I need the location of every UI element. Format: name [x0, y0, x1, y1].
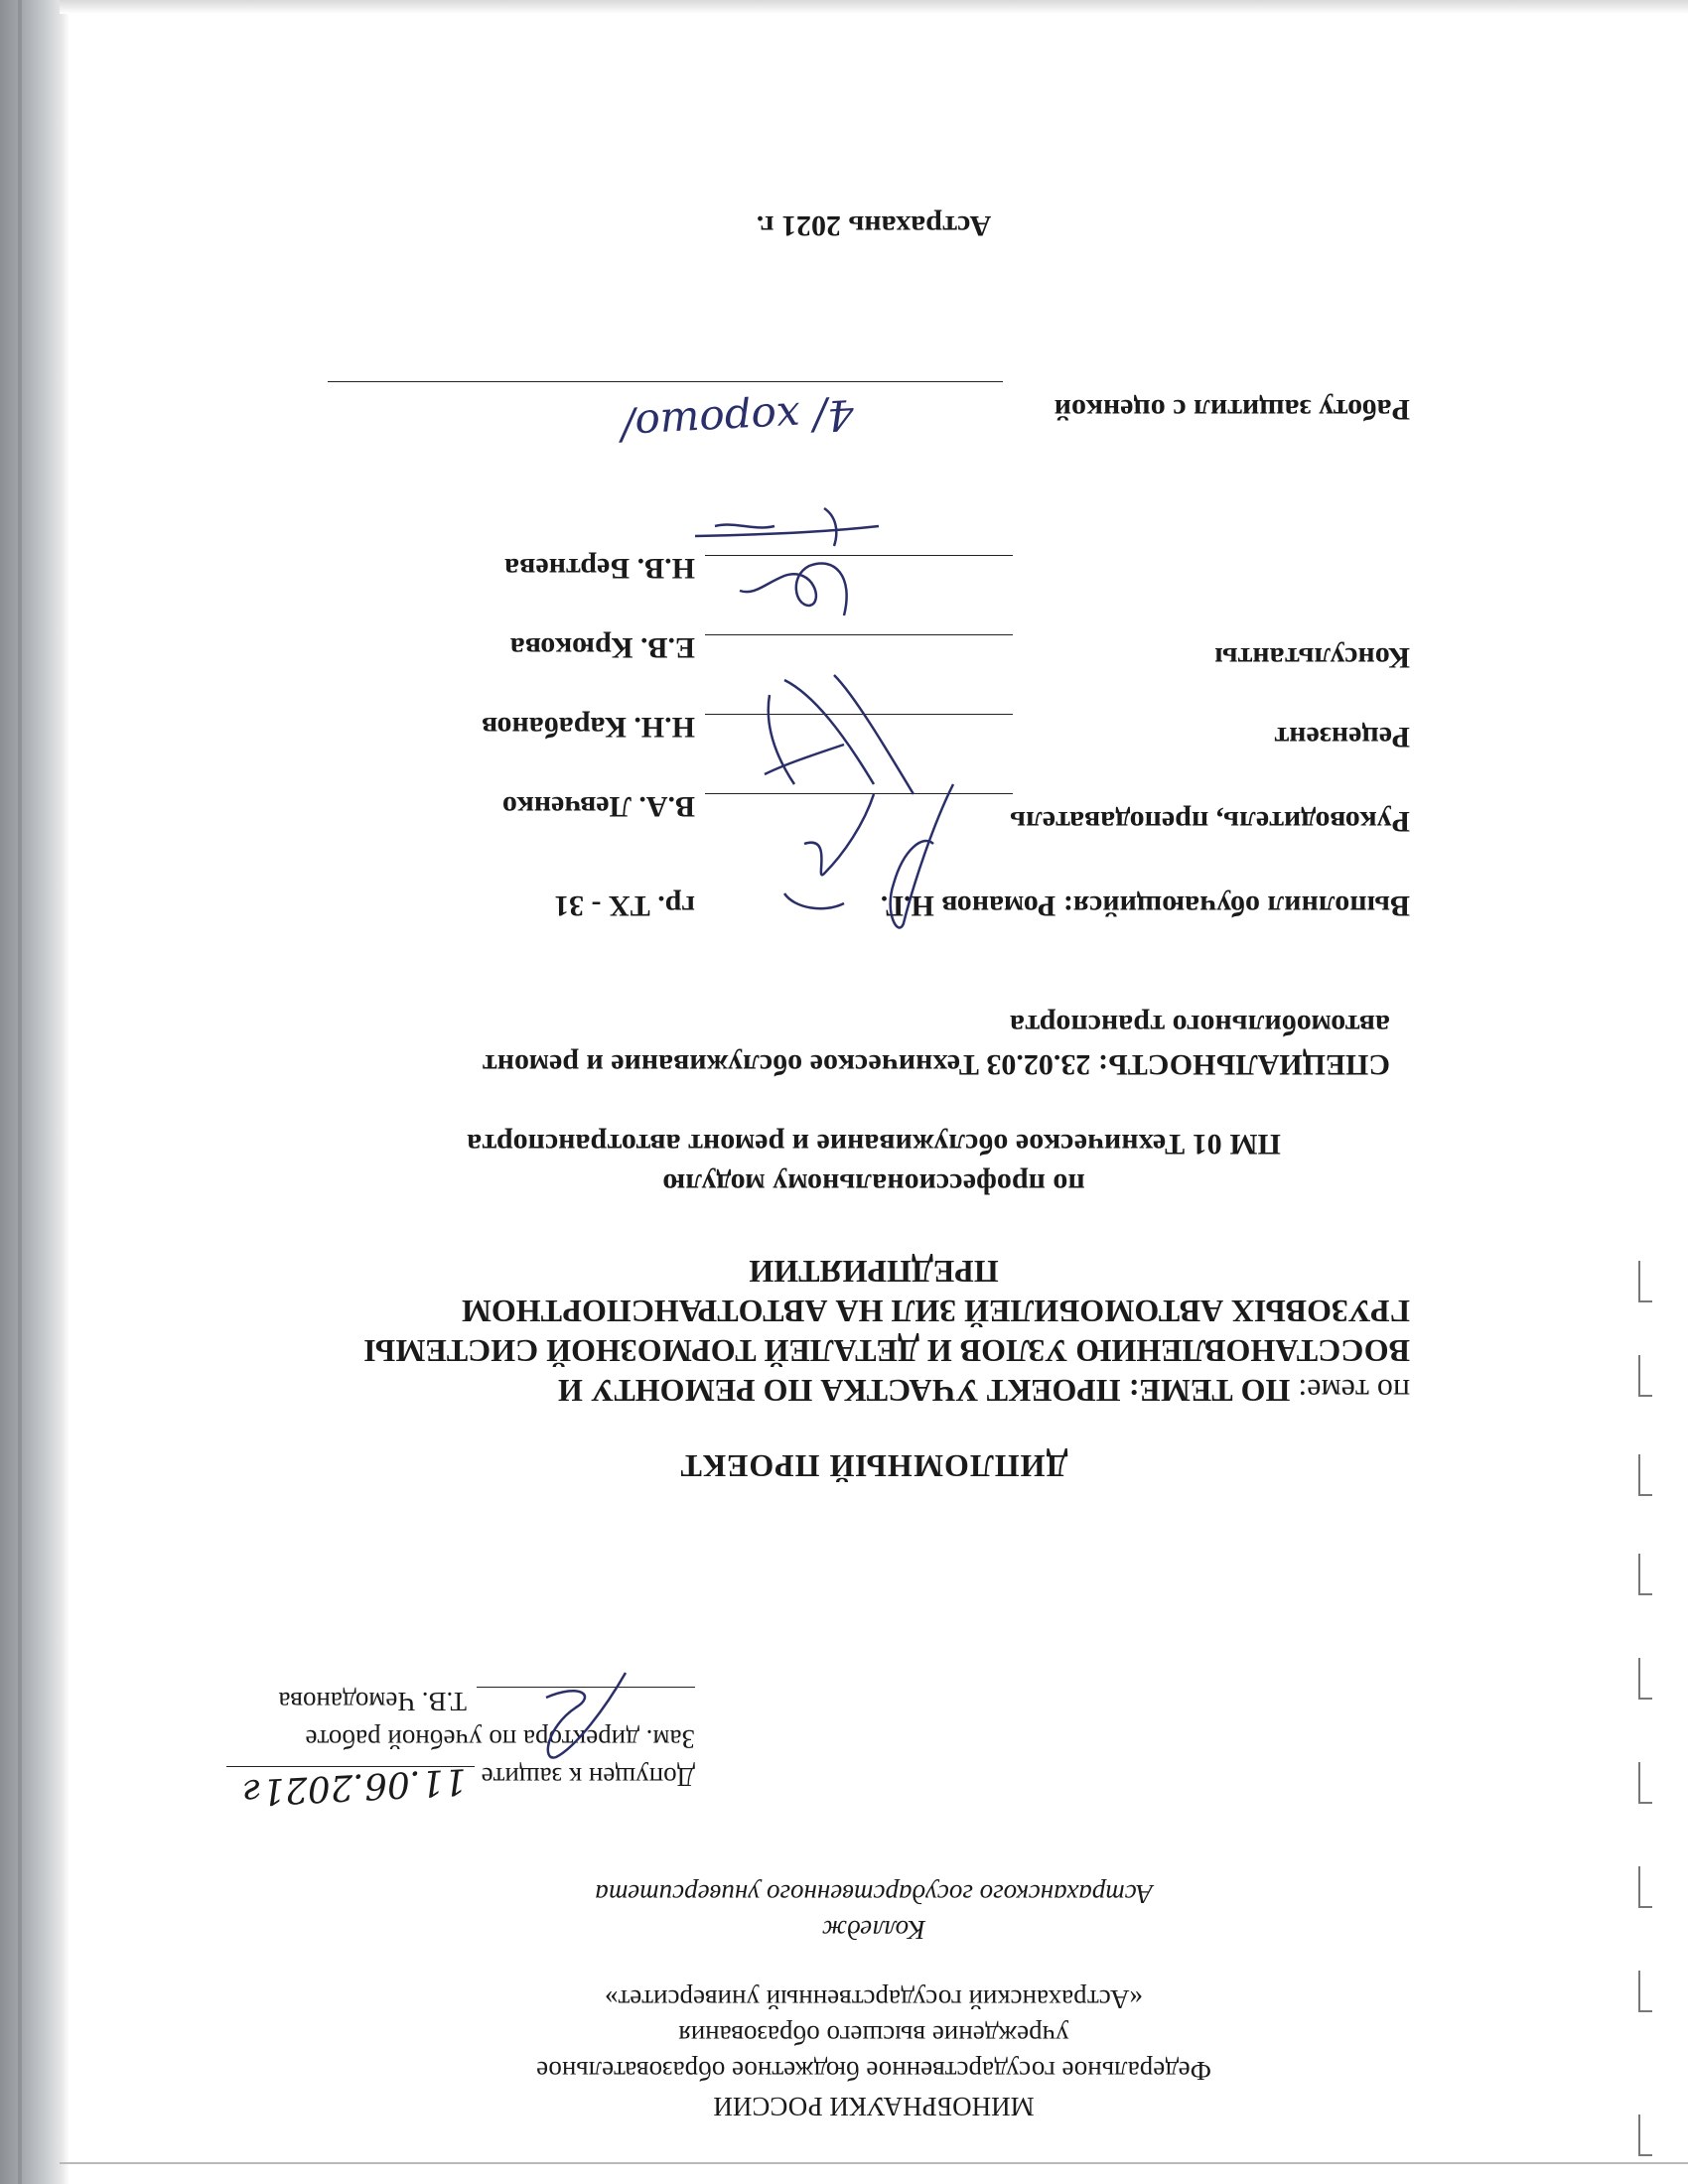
reviewer-name: Н.Н. Карабанов: [482, 711, 695, 744]
theme-title-1: ПО ТЕМЕ: ПРОЕКТ УЧАСТКА ПО РЕМОНТУ И: [558, 1373, 1291, 1409]
grade-line: [328, 381, 1003, 382]
admitted-label: Допущен к защите: [481, 1762, 695, 1792]
college-line-2: Астраханского государственного университета: [595, 1879, 1153, 1909]
consultant2-name: Н.В. Бертнева: [504, 552, 695, 585]
grade-value: 4/ хорошо/: [620, 389, 856, 452]
student-group: гр. ТХ - 31: [554, 889, 695, 922]
deputy-signature: [516, 1653, 635, 1767]
consultants-label: Консультанты: [1214, 641, 1410, 674]
deputy-name: Т.В. Чемоданова: [278, 1687, 467, 1716]
project-type: ДИПЛОМНЫЙ ПРОЕКТ: [679, 1448, 1068, 1484]
theme-line-4: ПРЕДПРИЯТИИ: [749, 1254, 999, 1290]
module-line-2: ПМ 01 Техническое обслуживание и ремонт автотранспорта: [467, 1128, 1281, 1160]
institution-line-2: учреждение высшего образования: [678, 2020, 1069, 2050]
student-label: Выполнил обучающийся: Романов Н.Г.: [880, 889, 1410, 922]
reviewer-signature: [695, 660, 933, 804]
title-page: [60, 0, 1688, 2184]
city-year: Астрахань 2021 г.: [756, 209, 992, 242]
admitted-date: 11.06.2021г: [242, 1760, 468, 1813]
module-line-1: по профессиональному модулю: [662, 1167, 1085, 1200]
specialty-line-1: СПЕЦИАЛЬНОСТЬ: 23.02.03 Техническое обслуживание и ремонт: [482, 1048, 1390, 1081]
deputy-title: Зам. директора по учебной работе: [305, 1724, 695, 1754]
reviewer-label: Рецензент: [1274, 721, 1410, 753]
college-line-1: Колледж: [821, 1915, 926, 1945]
grade-label: Работу защитил с оценкой: [1054, 393, 1410, 426]
supervisor-label: Руководитель, преподаватель: [1010, 805, 1410, 838]
consultant1-name: Е.В. Крюкова: [509, 631, 695, 664]
institution-line-3: «Астраханский государственный университет»: [604, 1984, 1144, 2014]
theme-line-2: ВОССТАНОВЛЕНИЮ УЗЛОВ И ДЕТАЛЕЙ ТОРМОЗНОЙ СИСТЕМЫ: [363, 1333, 1410, 1369]
ministry: МИНОБРНАУКИ РОССИИ: [713, 2092, 1035, 2121]
specialty-line-2: автомобильного транспорта: [1010, 1009, 1390, 1041]
theme-prefix: по теме:: [1298, 1373, 1410, 1409]
institution-line-1: Федеральное государственное бюджетное образовательное: [536, 2056, 1211, 2086]
supervisor-name: В.А. Левченко: [501, 790, 695, 823]
theme-line-3: ГРУЗОВЫХ АВТОМОБИЛЕЙ ЗИЛ НА АВТОТРАНСПОРТНОМ: [461, 1294, 1410, 1329]
theme-line-1: [558, 1372, 1410, 1410]
consultant2-signature: [675, 491, 894, 556]
